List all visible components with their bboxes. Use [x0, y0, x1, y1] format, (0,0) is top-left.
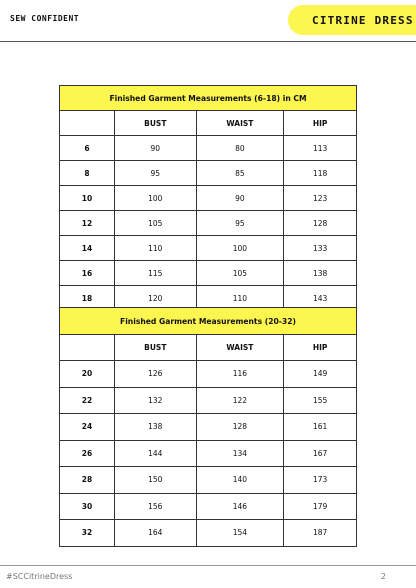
column-header-hip: HIP [284, 111, 357, 136]
column-header-waist: WAIST [196, 335, 284, 361]
header-divider [0, 41, 416, 42]
bust-cell: 126 [114, 361, 196, 388]
hip-cell: 143 [284, 286, 357, 311]
table-caption: Finished Garment Measurements (6-18) in CM [60, 86, 357, 111]
size-cell: 6 [60, 136, 115, 161]
column-header-bust: BUST [114, 111, 196, 136]
waist-cell: 134 [196, 440, 284, 467]
table-caption: Finished Garment Measurements (20-32) [60, 308, 357, 335]
waist-cell: 116 [196, 361, 284, 388]
bust-cell: 164 [114, 520, 196, 547]
bust-cell: 132 [114, 387, 196, 414]
size-cell: 20 [60, 361, 115, 388]
column-header-bust: BUST [114, 335, 196, 361]
table-row [60, 186, 357, 211]
size-cell: 14 [60, 236, 115, 261]
size-cell: 18 [60, 286, 115, 311]
size-cell: 26 [60, 440, 115, 467]
hip-cell: 113 [284, 136, 357, 161]
bust-cell: 150 [114, 467, 196, 494]
table-row [60, 211, 357, 236]
bust-cell: 115 [114, 261, 196, 286]
waist-cell: 95 [196, 211, 284, 236]
waist-cell: 140 [196, 467, 284, 494]
footer-divider [0, 565, 416, 566]
bust-cell: 138 [114, 414, 196, 441]
table-row [60, 493, 357, 520]
hip-cell: 138 [284, 261, 357, 286]
size-cell: 8 [60, 161, 115, 186]
bust-cell: 156 [114, 493, 196, 520]
column-header-waist: WAIST [196, 111, 284, 136]
hip-cell: 187 [284, 520, 357, 547]
size-cell: 30 [60, 493, 115, 520]
measurements-table-20-32 [59, 307, 357, 547]
table-row [60, 467, 357, 494]
hip-cell: 128 [284, 211, 357, 236]
table-row [60, 387, 357, 414]
measurements-table-6-18 [59, 85, 357, 311]
table-row [60, 161, 357, 186]
size-cell: 12 [60, 211, 115, 236]
size-cell: 24 [60, 414, 115, 441]
bust-cell: 90 [114, 136, 196, 161]
bust-cell: 110 [114, 236, 196, 261]
waist-cell: 154 [196, 520, 284, 547]
hip-cell: 155 [284, 387, 357, 414]
hip-cell: 161 [284, 414, 357, 441]
page-number: 2 [380, 572, 386, 581]
waist-cell: 110 [196, 286, 284, 311]
waist-cell: 100 [196, 236, 284, 261]
hip-cell: 173 [284, 467, 357, 494]
table-row [60, 261, 357, 286]
bust-cell: 120 [114, 286, 196, 311]
size-cell: 16 [60, 261, 115, 286]
table-row [60, 414, 357, 441]
column-header-size [60, 335, 115, 361]
bust-cell: 144 [114, 440, 196, 467]
column-header-hip: HIP [284, 335, 357, 361]
table-row [60, 440, 357, 467]
size-cell: 10 [60, 186, 115, 211]
size-cell: 28 [60, 467, 115, 494]
waist-cell: 80 [196, 136, 284, 161]
hip-cell: 149 [284, 361, 357, 388]
hip-cell: 133 [284, 236, 357, 261]
waist-cell: 128 [196, 414, 284, 441]
waist-cell: 146 [196, 493, 284, 520]
table-row [60, 236, 357, 261]
hip-cell: 118 [284, 161, 357, 186]
table-row [60, 136, 357, 161]
bust-cell: 95 [114, 161, 196, 186]
brand-name: SEW CONFIDENT [10, 14, 80, 23]
hip-cell: 167 [284, 440, 357, 467]
waist-cell: 90 [196, 186, 284, 211]
hip-cell: 179 [284, 493, 357, 520]
column-header-size [60, 111, 115, 136]
hashtag: #SCCitrineDress [6, 572, 73, 581]
bust-cell: 100 [114, 186, 196, 211]
waist-cell: 105 [196, 261, 284, 286]
table-row [60, 361, 357, 388]
document-title: CITRINE DRESS [288, 5, 416, 35]
waist-cell: 85 [196, 161, 284, 186]
size-cell: 32 [60, 520, 115, 547]
hip-cell: 123 [284, 186, 357, 211]
size-cell: 22 [60, 387, 115, 414]
waist-cell: 122 [196, 387, 284, 414]
table-row [60, 520, 357, 547]
bust-cell: 105 [114, 211, 196, 236]
